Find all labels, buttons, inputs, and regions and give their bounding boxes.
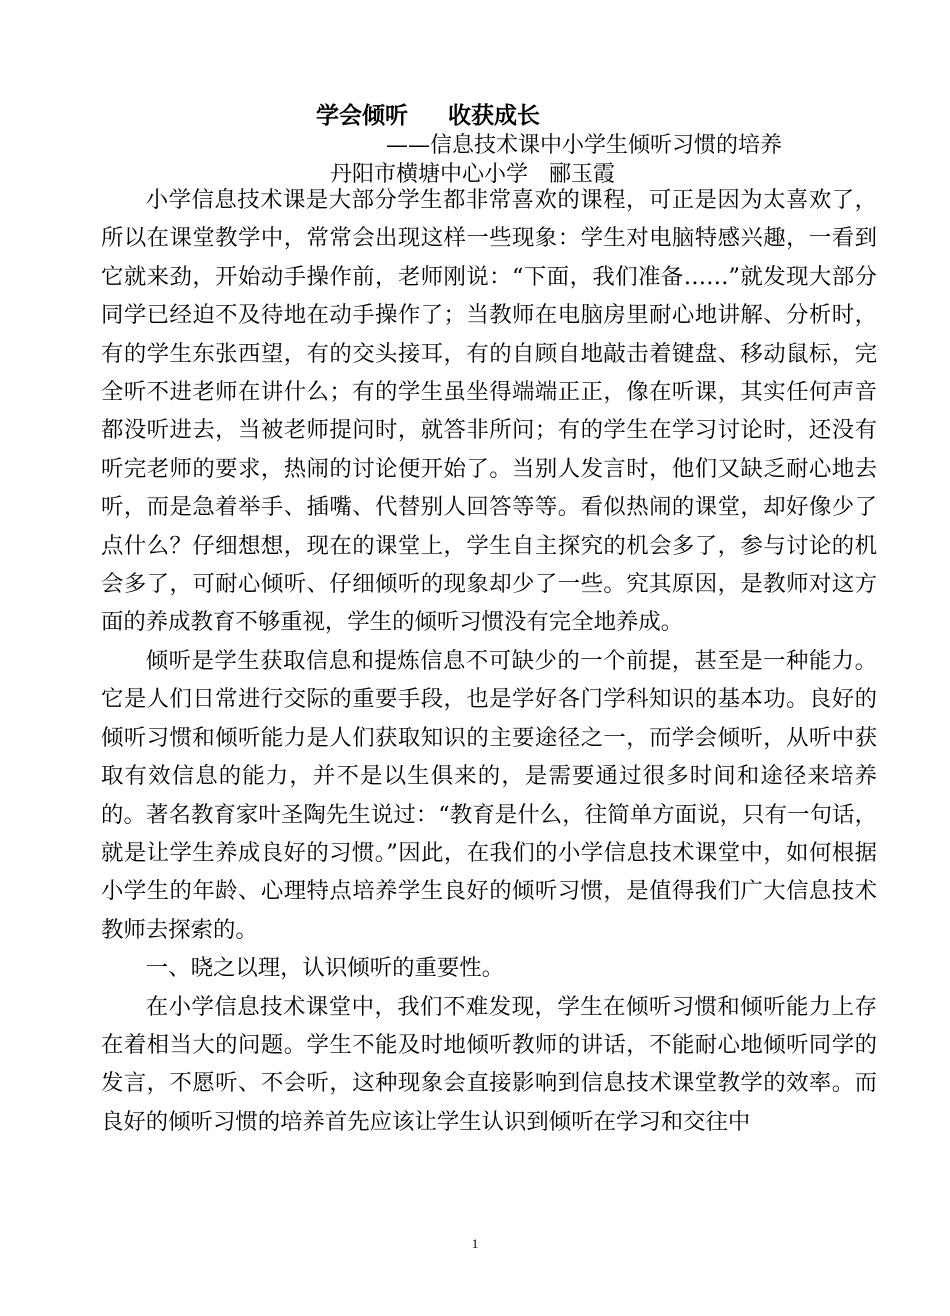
- author-line: 丹阳市横塘中心小学 郦玉霞: [330, 162, 615, 187]
- document-body: [101, 181, 877, 1141]
- body-paragraph: 倾听是学生获取信息和提炼信息不可缺少的一个前提，甚至是一种能力。它是人们日常进行交际的重要手段，也是学好各门学科知识的基本功。良好的倾听习惯和倾听能力是人们获取知识的主要途径之一，而学会倾听，从听中获取有效信息的能力，并不是以生俱来的，是需要通过很多时间和途径来培养的。著名教育家叶圣陶先生说过：“教育是什么，往简单方面说，只有一句话，就是让学生养成良好的习惯。”因此，在我们的小学信息技术课堂中，如何根据小学生的年龄、心理特点培养学生良好的倾听习惯，是值得我们广大信息技术教师去探索的。: [101, 647, 877, 943]
- section-heading: 一、晓之以理，认识倾听的重要性。: [145, 955, 505, 982]
- body-paragraph: 在小学信息技术课堂中，我们不难发现，学生在倾听习惯和倾听能力上存在着相当大的问题。学生不能及时地倾听教师的讲话，不能耐心地倾听同学的发言，不愿听、不会听，这种现象会直接影响到信息技术课堂教学的效率。而良好的倾听习惯的培养首先应该让学生认识到倾听在学习和交往中: [101, 993, 877, 1135]
- document-subtitle: ——信息技术课中小学生倾听习惯的培养: [386, 133, 783, 158]
- page-number: 1: [471, 1236, 479, 1251]
- document-title: 学会倾听 收获成长: [316, 103, 541, 129]
- body-paragraph: 小学信息技术课是大部分学生都非常喜欢的课程，可正是因为太喜欢了，所以在课堂教学中，常常会出现这样一些现象：学生对电脑特感兴趣，一看到它就来劲，开始动手操作前，老师刚说：“下面，我们准备……”就发现大部分同学已经迫不及待地在动手操作了；当教师在电脑房里耐心地讲解、分析时，有的学生东张西望，有的交头接耳，有的自顾自地敲击着键盘、移动鼠标，完全听不进老师在讲什么；有的学生虽坐得端端正正，像在听课，其实任何声音都没听进去，当被老师提问时，就答非所问；有的学生在学习讨论时，还没有听完老师的要求，热闹的讨论便开始了。当别人发言时，他们又缺乏耐心地去听，而是急着举手、插嘴、代替别人回答等等。看似热闹的课堂，却好像少了点什么？仔细想想，现在的课堂上，学生自主探究的机会多了，参与讨论的机会多了，可耐心倾听、仔细倾听的现象却少了一些。究其原因，是教师对这方面的养成教育不够重视，学生的倾听习惯没有完全地养成。: [101, 187, 877, 636]
